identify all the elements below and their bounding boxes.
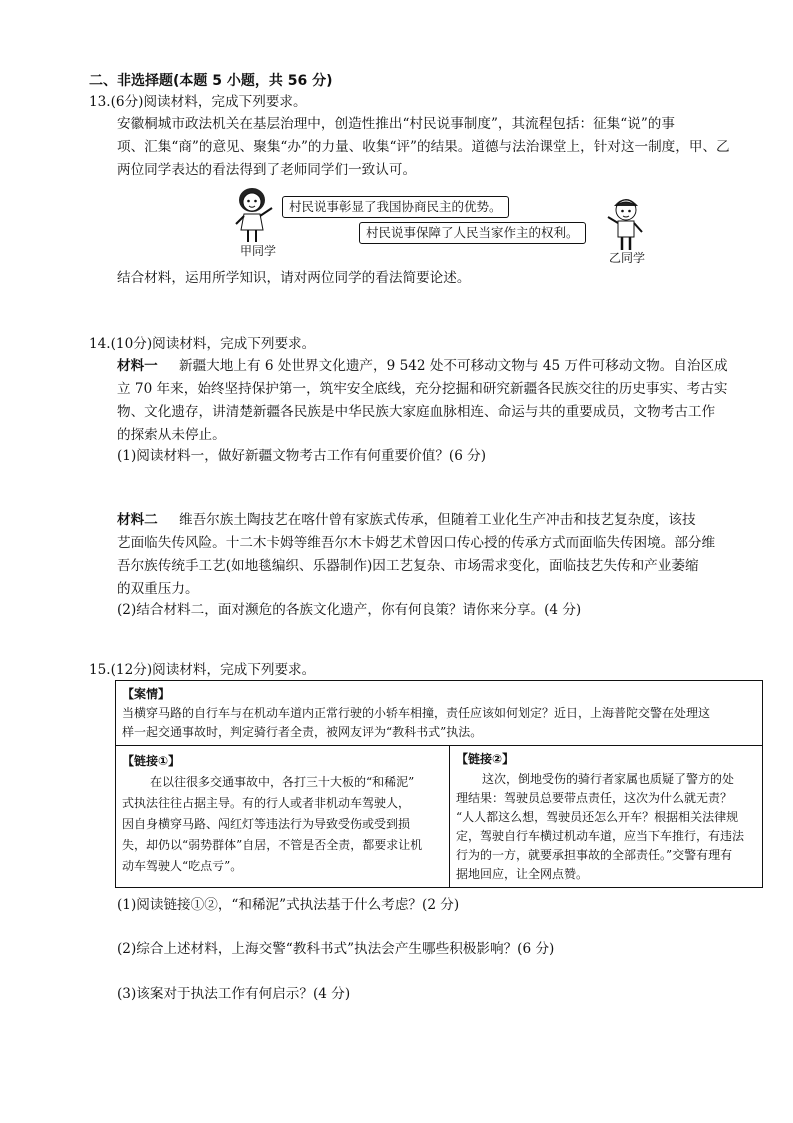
link2-box [449,745,763,888]
link2-line: 理结果：驾驶员总要带点责任，这次为什么就无责？ [456,791,733,805]
q14-material1-line: 立 70 年来，始终坚持保护第一，筑牢安全底线，充分挖掘和研究新疆各民族交往的历史事实、考古实 [117,381,728,397]
q15-sub3: (3)该案对于执法工作有何启示？(4 分) [117,986,351,1002]
student-yi-figure [602,192,650,252]
case-box [115,680,763,746]
q13-para-line: 两位同学表达的看法得到了老师同学们一致认可。 [117,162,417,178]
link1-title: 【链接①】 [122,754,181,768]
q14-material1-line: 物、文化遗存，讲清楚新疆各民族是中华民族大家庭血脉相连、命运与共的重要成员，文物考古工作 [117,404,716,420]
student-jia-figure [226,184,278,244]
q15-sub1: (1)阅读链接①②，“和稀泥”式执法基于什么考虑？(2 分) [117,897,460,913]
speech-bubble-jia: 村民说事彰显了我国协商民主的优势。 [282,196,509,218]
link1-line: 因自身横穿马路、闯红灯等违法行为导致受伤或受到损 [122,817,411,831]
link2-line: 这次，倒地受伤的骑行者家属也质疑了警方的处 [482,772,735,786]
link2-line: 定，驾驶自行车横过机动车道，应当下车推行，有违法 [456,829,745,843]
link2-title: 【链接②】 [456,752,515,766]
link2-line: 行为的一方，就要承担事故的全部责任。”交警有理有 [456,848,733,862]
student-jia-label: 甲同学 [240,244,277,258]
q14-header: 14.(10分)阅读材料，完成下列要求。 [89,336,316,352]
q14-material2-label: 材料二 [117,512,158,528]
q14-sub2: (2)结合材料二，面对濒危的各族文化遗产，你有何良策？请你来分享。(4 分) [117,602,582,618]
link1-line: 在以往很多交通事故中，各打三十大板的“和稀泥” [150,775,415,789]
link1-line: 失，却仍以“弱势群体”自居，不管是否全责，都要求让机 [122,838,423,852]
link1-line: 式执法往往占据主导。有的行人或者非机动车驾驶人， [122,796,411,810]
q15-sub2: (2)综合上述材料，上海交警“教科书式”执法会产生哪些积极影响？(6 分) [117,941,555,957]
q14-sub1: (1)阅读材料一，做好新疆文物考古工作有何重要价值？(6 分) [117,448,487,464]
link1-line: 动车驾驶人“吃点亏”。 [122,859,243,873]
q13-para-line: 安徽桐城市政法机关在基层治理中，创造性推出“村民说事制度”，其流程包括：征集“说”的事 [117,116,675,132]
q14-material1-label: 材料一 [117,358,158,374]
q14-material2-line: 维吾尔族土陶技艺在喀什曾有家族式传承，但随着工业化生产冲击和技艺复杂度，该技 [179,512,696,528]
case-line: 样一起交通事故时，判定骑行者全责，被网友评为“教科书式”执法。 [122,725,483,739]
link1-box [115,745,450,888]
q15-header: 15.(12分)阅读材料，完成下列要求。 [89,662,316,678]
q14-material1-line: 的探索从未停止。 [117,427,226,443]
q14-material2-line: 的双重压力。 [117,581,199,597]
case-title: 【案情】 [122,687,171,701]
link2-line: 据地回应，让全网点赞。 [456,867,589,881]
speech-bubble-yi: 村民说事保障了人民当家作主的权利。 [359,222,586,244]
q13-para-line: 项、汇集“商”的意见、聚集“办”的力量、收集“评”的结果。道德与法治课堂上，针对这一制度，甲、乙 [117,139,730,155]
q14-material1-line: 新疆大地上有 6 处世界文化遗产，9 542 处不可移动文物与 45 万件可移动文物。自治区成 [179,358,728,374]
q13-header: 13.(6分)阅读材料，完成下列要求。 [89,94,307,110]
link2-line: “人人都这么想，驾驶员还怎么开车？根据相关法律规 [456,810,739,824]
section-title: 二、非选择题(本题 5 小题，共 56 分) [89,73,333,89]
case-line: 当横穿马路的自行车与在机动车道内正常行驶的小轿车相撞，责任应该如何划定？近日，上海普陀交警在处理这 [122,706,711,720]
student-yi-label: 乙同学 [609,251,646,265]
q13-question: 结合材料，运用所学知识，请对两位同学的看法简要论述。 [117,270,471,286]
q14-material2-line: 艺面临失传风险。十二木卡姆等维吾尔木卡姆艺术曾因口传心授的传承方式而面临失传困境。部分维 [117,535,716,551]
q14-material2-line: 吾尔族传统手工艺(如地毯编织、乐器制作)因工艺复杂、市场需求变化，面临技艺失传和产业萎缩 [117,558,699,574]
